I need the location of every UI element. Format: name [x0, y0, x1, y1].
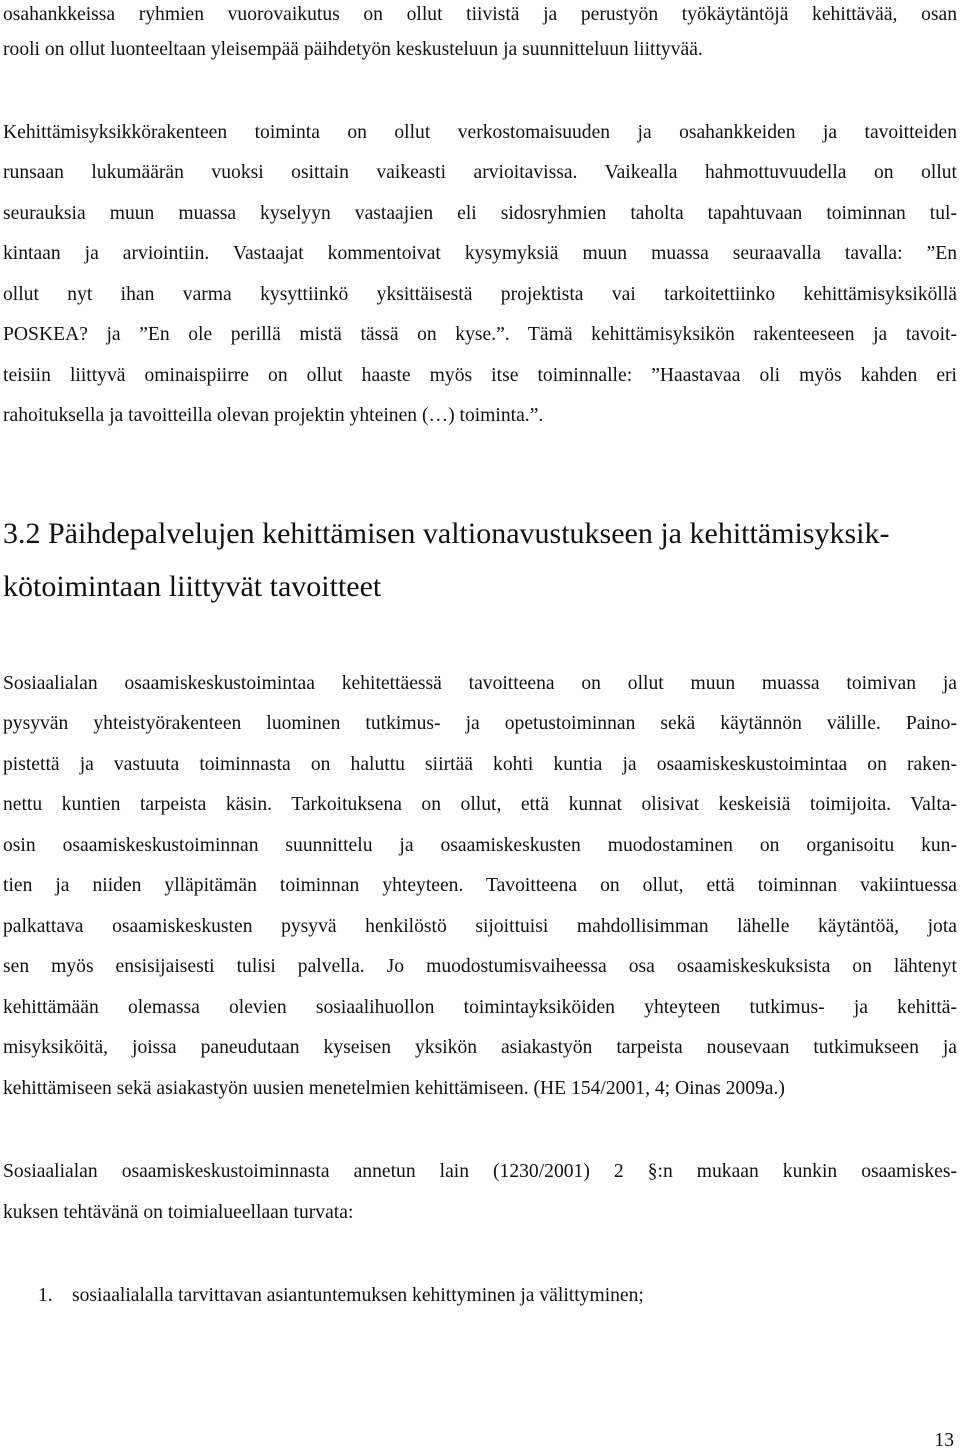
text-line: ollut nyt ihan varma kysyttiinkö yksittäisestä projektista vai tarkoitettiinko kehittämisyksiköllä — [3, 284, 957, 305]
text-line: osahankkeissa ryhmien vuorovaikutus on ollut tiivistä ja perustyön työkäytäntöjä kehittävää, osan — [3, 4, 957, 25]
text-line: Sosiaalialan osaamiskeskustoimintaa kehitettäessä tavoitteena on ollut muun muassa toimivan ja — [3, 673, 957, 694]
text-line: palkattava osaamiskeskusten pysyvä henkilöstö sijoittuisi mahdollisimman lähelle käytäntöä, jota — [3, 916, 957, 937]
list-item-text: sosiaalialalla tarvittavan asiantuntemuksen kehittyminen ja välittyminen; — [72, 1285, 644, 1306]
text-line: sen myös ensisijaisesti tulisi palvella. Jo muodostumisvaiheessa osa osaamiskeskuksista on lähtenyt — [3, 956, 957, 977]
section-heading-line-1: 3.2 Päihdepalvelujen kehittämisen valtionavustukseen ja kehittämisyksik- — [3, 517, 890, 550]
text-line: tien ja niiden ylläpitämän toiminnan yhteyteen. Tavoitteena on ollut, että toiminnan vakiintuessa — [3, 875, 957, 896]
text-line: kehittämään olemassa olevien sosiaalihuollon toimintayksiköiden yhteyteen tutkimus- ja kehittä- — [3, 997, 957, 1018]
text-line: Kehittämisyksikkörakenteen toiminta on ollut verkostomaisuuden ja osahankkeiden ja tavoitteiden — [3, 122, 957, 143]
text-line: nettu kuntien tarpeista käsin. Tarkoituksena on ollut, että kunnat olisivat keskeisiä toimijoita. Valta- — [3, 794, 957, 815]
section-heading-line-2: kötoimintaan liittyvät tavoitteet — [3, 570, 382, 603]
text-line: osin osaamiskeskustoiminnan suunnittelu ja osaamiskeskusten muodostaminen on organisoitu kun- — [3, 835, 957, 856]
text-line: pistettä ja vastuuta toiminnasta on haluttu siirtää kohti kuntia ja osaamiskeskustoimintaa on raken- — [3, 754, 957, 775]
text-line: rooli on ollut luonteeltaan yleisempää päihdetyön keskusteluun ja suunnitteluun liittyvää. — [3, 39, 703, 60]
text-line: kehittämiseen sekä asiakastyön uusien menetelmien kehittämiseen. (HE 154/2001, 4; Oinas 2009a.) — [3, 1078, 785, 1099]
list-item — [38, 1283, 644, 1309]
text-line: misyksiköitä, joissa paneudutaan kyseisen yksikön asiakastyön tarpeista nousevaan tutkimukseen ja — [3, 1037, 957, 1058]
text-line: rahoituksella ja tavoitteilla olevan projektin yhteinen (…) toiminta.”. — [3, 405, 544, 426]
text-line: teisiin liittyvä ominaispiirre on ollut haaste myös itse toiminnalle: ”Haastavaa oli myös kahden eri — [3, 365, 957, 386]
text-line: kuksen tehtävänä on toimialueellaan turvata: — [3, 1202, 354, 1223]
text-line: Sosiaalialan osaamiskeskustoiminnasta annetun lain (1230/2001) 2 §:n mukaan kunkin osaamiskes- — [3, 1161, 957, 1182]
text-line: seurauksia muun muassa kyselyyn vastaajien eli sidosryhmien taholta tapahtuvaan toiminnan tul- — [3, 203, 957, 224]
page-number: 13 — [934, 1430, 954, 1451]
text-line: POSKEA? ja ”En ole perillä mistä tässä on kyse.”. Tämä kehittämisyksikön rakenteeseen ja tavoit- — [3, 324, 957, 345]
text-line: runsaan lukumäärän vuoksi osittain vaikeasti arvioitavissa. Vaikealla hahmottuvuudella on ollut — [3, 162, 957, 183]
text-line: kintaan ja arviointiin. Vastaajat kommentoivat kysymyksiä muun muassa seuraavalla tavalla: ”En — [3, 243, 957, 264]
list-item-number: 1. — [38, 1285, 53, 1306]
text-line: pysyvän yhteistyörakenteen luominen tutkimus- ja opetustoiminnan sekä käytännön välille. Paino- — [3, 713, 957, 734]
